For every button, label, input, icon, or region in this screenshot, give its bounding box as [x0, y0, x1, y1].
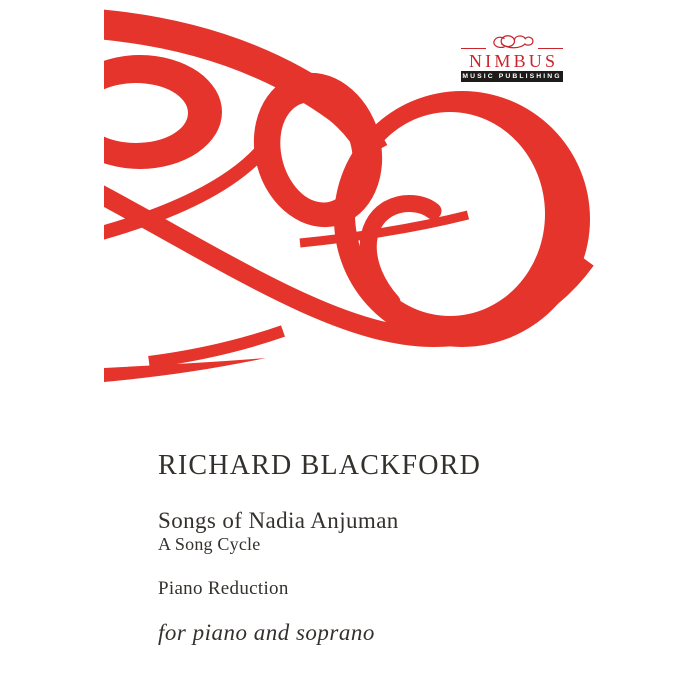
composer-name: RICHARD BLACKFORD [158, 450, 481, 481]
publisher-tagline: MUSIC PUBLISHING [462, 73, 562, 80]
logo-emblem-row [461, 26, 563, 52]
edition-label: Piano Reduction [158, 578, 289, 599]
instrumentation-label: for piano and soprano [158, 620, 375, 645]
work-subtitle: A Song Cycle [158, 534, 261, 554]
publisher-logo [461, 26, 563, 82]
logo-rule-right [538, 48, 563, 49]
logo-rule-left [461, 48, 486, 49]
work-title: Songs of Nadia Anjuman [158, 508, 399, 533]
publisher-name: NIMBUS [468, 51, 559, 71]
rose-swirl-icon [487, 32, 537, 52]
